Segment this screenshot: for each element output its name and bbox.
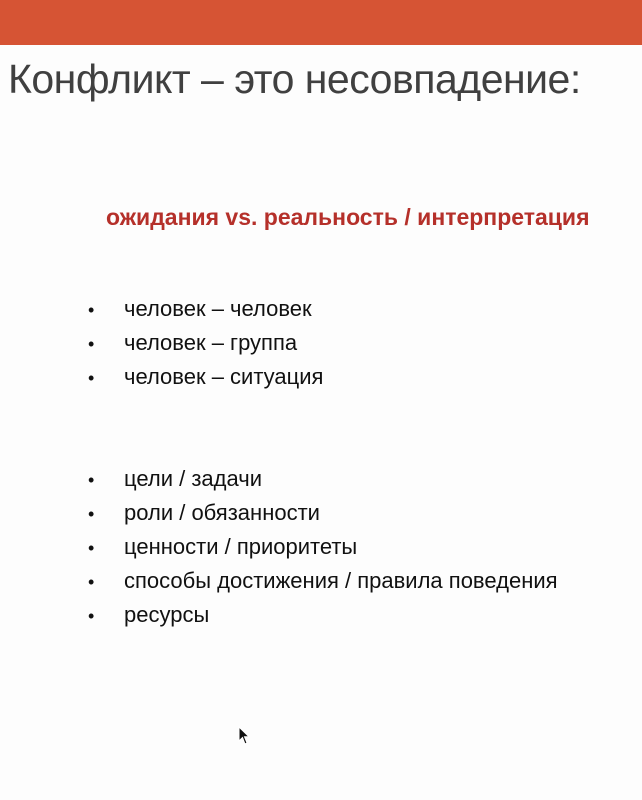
- bullet-icon: •: [88, 334, 95, 354]
- bullet-icon: •: [88, 300, 95, 320]
- list-item: [88, 296, 323, 330]
- bullet-icon: •: [88, 470, 95, 490]
- list-item: [88, 602, 558, 636]
- sources-bullet-list: [88, 466, 558, 636]
- list-item: [88, 500, 558, 534]
- slide-header-bar: [0, 0, 642, 45]
- list-item-text: человек – человек: [124, 296, 312, 321]
- list-item-text: ресурсы: [124, 602, 210, 627]
- list-item: [88, 534, 558, 568]
- bullet-icon: •: [88, 572, 95, 592]
- bullet-icon: •: [88, 606, 95, 626]
- bullet-icon: •: [88, 368, 95, 388]
- list-item-text: цели / задачи: [124, 466, 262, 491]
- list-item-text: роли / обязанности: [124, 500, 320, 525]
- list-item: [88, 466, 558, 500]
- relations-bullet-list: [88, 296, 323, 398]
- list-item: [88, 568, 558, 602]
- list-item-text: человек – ситуация: [124, 364, 324, 389]
- slide-title: Конфликт – это несовпадение:: [8, 56, 581, 102]
- list-item: [88, 364, 323, 398]
- bullet-icon: •: [88, 538, 95, 558]
- list-item-text: ценности / приоритеты: [124, 534, 358, 559]
- slide-subtitle: ожидания vs. реальность / интерпретация: [106, 204, 590, 230]
- bullet-icon: •: [88, 504, 95, 524]
- list-item-text: человек – группа: [124, 330, 298, 355]
- mouse-pointer-icon: [238, 726, 250, 746]
- list-item-text: способы достижения / правила поведения: [124, 568, 558, 593]
- list-item: [88, 330, 323, 364]
